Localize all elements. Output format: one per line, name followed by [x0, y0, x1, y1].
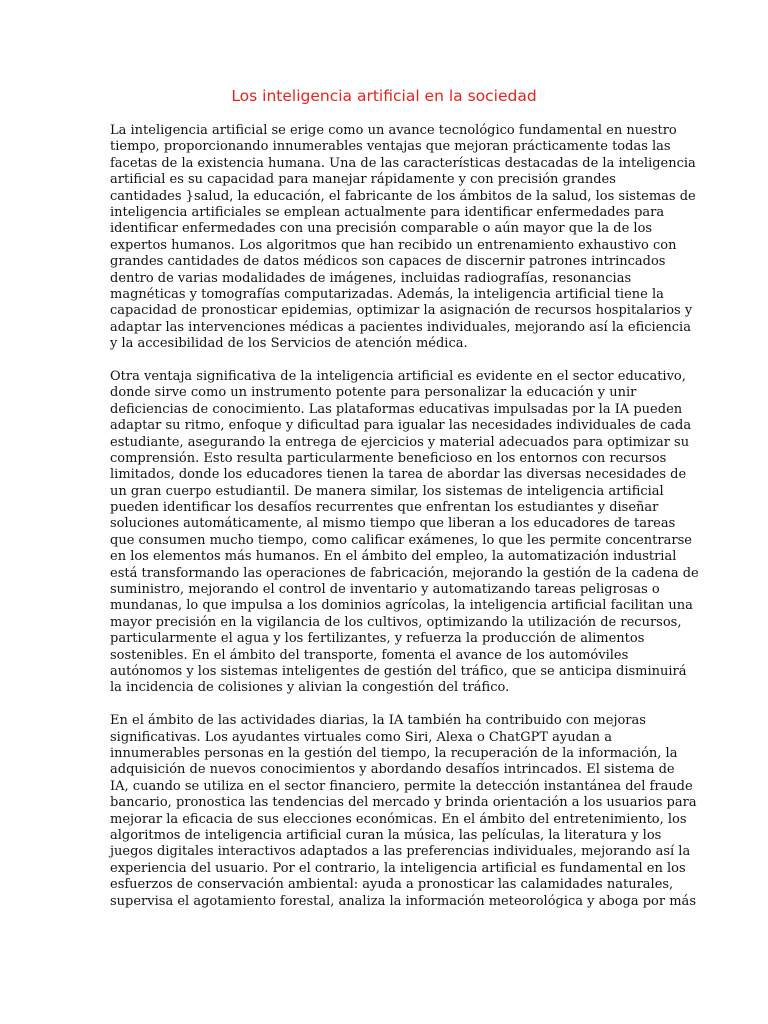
text-line: tiempo, proporcionando innumerables ventajas que mejoran prácticamente todas las: [110, 139, 671, 155]
text-line: soluciones automáticamente, al mismo tiempo que liberan a los educadores de tareas: [110, 516, 676, 532]
text-line: mejorar la eficacia de sus elecciones económicas. En el ámbito del entretenimiento, los: [110, 811, 687, 827]
text-line: en los elementos más humanos. En el ámbito del empleo, la automatización industrial: [110, 549, 677, 565]
text-line: mundanas, lo que impulsa a los dominios agrícolas, la inteligencia artificial facilitan una: [110, 598, 693, 614]
text-line: la incidencia de colisiones y alivian la congestión del tráfico.: [110, 680, 510, 696]
paragraph-gap: [110, 697, 658, 714]
text-line: En el ámbito de las actividades diarias, la IA también ha contribuido con mejoras: [110, 713, 646, 729]
text-line: cantidades }salud, la educación, el fabricante de los ámbitos de la salud, los sistemas de: [110, 188, 696, 204]
text-line: autónomos y los sistemas inteligentes de gestión del tráfico, que se anticipa disminuirá: [110, 664, 687, 679]
text-line: donde sirve como un instrumento potente para personalizar la educación y unir: [110, 385, 637, 401]
text-line: capacidad de pronosticar epidemias, optimizar la asignación de recursos hospitalarios y: [110, 303, 693, 319]
text-line: inteligencia artificiales se emplean actualmente para identificar enfermedades para: [110, 204, 665, 220]
text-line: pueden identificar los desafíos recurrentes que enfrentan los estudiantes y diseñar: [110, 500, 659, 516]
text-line: identificar enfermedades con una precisión comparable o aún mayor que la de los: [110, 221, 653, 237]
text-line: grandes cantidades de datos médicos son capaces de discernir patrones intrincados: [110, 254, 666, 270]
paragraph-3: [110, 713, 697, 910]
text-line: artificial es su capacidad para manejar rápidamente y con precisión grandes: [110, 172, 616, 188]
text-line: innumerables personas en la gestión del tiempo, la recuperación de la información, la: [110, 746, 678, 762]
text-line: algoritmos de inteligencia artificial curan la música, las películas, la literatura y los: [110, 828, 662, 844]
text-line: expertos humanos. Los algoritmos que han recibido un entrenamiento exhaustivo con: [110, 237, 677, 253]
text-line: deficiencias de conocimiento. Las plataformas educativas impulsadas por la IA pueden: [110, 401, 683, 417]
text-line: significativas. Los ayudantes virtuales como Siri, Alexa o ChatGPT ayudan a: [110, 729, 612, 745]
text-line: sostenibles. En el ámbito del transporte, fomenta el avance de los automóviles: [110, 647, 629, 663]
paragraph-gap: [110, 352, 658, 369]
text-line: adaptar las intervenciones médicas a pacientes individuales, mejorando así la eficiencia: [110, 319, 691, 335]
text-line: facetas de la existencia humana. Una de las características destacadas de la inteligencia: [110, 155, 696, 171]
text-line: adaptar su ritmo, enfoque y dificultad para igualar las necesidades individuales de cada: [110, 418, 692, 434]
text-line: estudiante, asegurando la entrega de ejercicios y material adecuados para optimizar su: [110, 434, 690, 450]
text-line: comprensión. Esto resulta particularmente beneficioso en los entornos con recursos: [110, 450, 667, 466]
text-line: Otra ventaja significativa de la inteligencia artificial es evidente en el sector educativo,: [110, 368, 686, 384]
text-line: La inteligencia artificial se erige como un avance tecnológico fundamental en nuestro: [110, 123, 677, 138]
text-line: esfuerzos de conservación ambiental: ayuda a pronosticar las calamidades naturales,: [110, 877, 674, 893]
text-line: un gran cuerpo estudiantil. De manera similar, los sistemas de inteligencia artificial: [110, 483, 664, 499]
document-title: Los inteligencia artificial en la sociedad: [231, 87, 537, 105]
text-line: experiencia del usuario. Por el contrario, la inteligencia artificial es fundamental en los: [110, 860, 686, 876]
text-line: supervisa el agotamiento forestal, analiza la información meteorológica y aboga por más: [110, 893, 696, 909]
text-line: magnéticas y tomografías computarizadas. Además, la inteligencia artificial tiene la: [110, 286, 664, 302]
text-line: mayor precisión en la vigilancia de los cultivos, optimizando la utilización de recursos,: [110, 614, 682, 630]
text-line: limitados, donde los educadores tienen la tarea de abordar las diversas necesidades de: [110, 467, 687, 483]
text-line: está transformando las operaciones de fabricación, mejorando la gestión de la cadena de: [110, 565, 699, 581]
text-line: dentro de varias modalidades de imágenes, incluidas radiografías, resonancias: [110, 270, 632, 286]
document-body: [110, 123, 699, 910]
paragraph-1: [110, 123, 696, 352]
text-line: IA, cuando se utiliza en el sector financiero, permite la detección instantánea del fraude: [110, 778, 693, 794]
text-line: particularmente el agua y los fertilizantes, y refuerza la producción de alimentos: [110, 631, 645, 647]
paragraph-2: [110, 368, 699, 697]
text-line: y la accesibilidad de los Servicios de atención médica.: [110, 336, 468, 352]
text-line: adquisición de nuevos conocimientos y abordando desafíos intrincados. El sistema de: [110, 762, 675, 778]
text-line: juegos digitales interactivos adaptados a las preferencias individuales, mejorando así la: [110, 844, 691, 860]
text-line: que consumen mucho tiempo, como calificar exámenes, lo que les permite concentrarse: [110, 532, 692, 548]
text-line: bancario, pronostica las tendencias del mercado y brinda orientación a los usuarios para: [110, 795, 697, 811]
text-line: suministro, mejorando el control de inventario y automatizando tareas peligrosas o: [110, 582, 660, 598]
